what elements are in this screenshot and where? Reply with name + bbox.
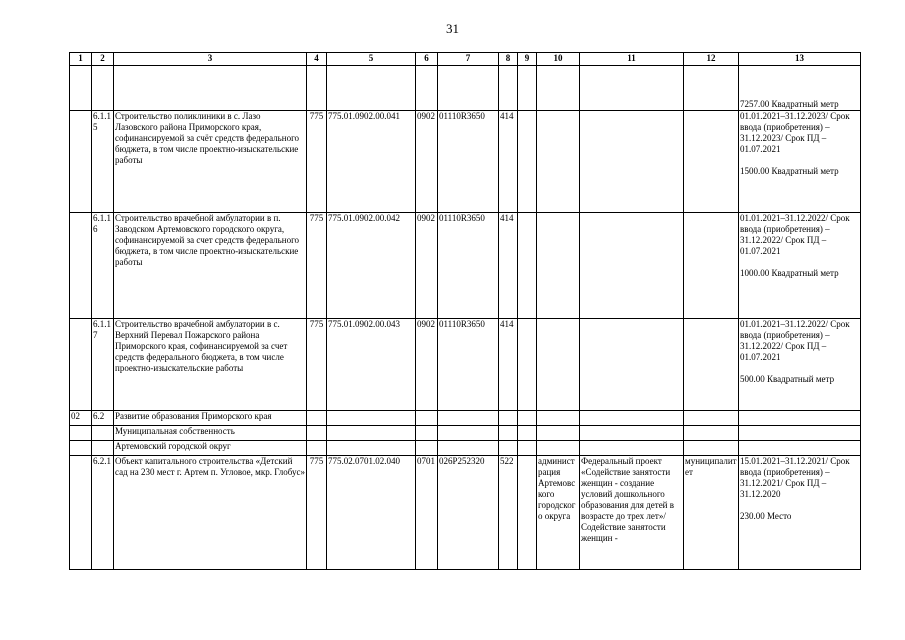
cell-col-12 bbox=[684, 441, 739, 456]
cell-col-4 bbox=[307, 66, 327, 111]
column-header: 1 bbox=[70, 53, 92, 66]
cell-col-13 bbox=[739, 66, 861, 111]
term-text: 01.01.2021–31.12.2023/ Срок ввода (приобретения) – 31.12.2023/ Срок ПД – 01.07.2021 bbox=[740, 111, 850, 154]
table-row bbox=[70, 111, 861, 213]
cell-col-3 bbox=[114, 66, 307, 111]
cell-col-8 bbox=[499, 426, 518, 441]
cell-col-11 bbox=[580, 426, 684, 441]
cell-col-11 bbox=[580, 66, 684, 111]
cell-col-12 bbox=[684, 213, 739, 319]
cell-col-2: 6.1.15 bbox=[92, 111, 114, 213]
cell-col-11 bbox=[580, 213, 684, 319]
cell-col-6 bbox=[416, 411, 438, 426]
cell-col-9 bbox=[518, 426, 537, 441]
cell-col-4 bbox=[307, 441, 327, 456]
cell-col-7: 026P252320 bbox=[438, 456, 499, 570]
cell-col-4: 775 bbox=[307, 111, 327, 213]
table-row bbox=[70, 66, 861, 111]
column-header: 12 bbox=[684, 53, 739, 66]
cell-col-7: 01110R3650 bbox=[438, 319, 499, 411]
cell-col-4: 775 bbox=[307, 319, 327, 411]
cell-col-3: Объект капитального строительства «Детский сад на 230 мест г. Артем п. Угловое, мкр. Глобус» bbox=[114, 456, 307, 570]
cell-col-8 bbox=[499, 411, 518, 426]
cell-col-2 bbox=[92, 426, 114, 441]
cell-col-10 bbox=[537, 213, 580, 319]
cell-col-12 bbox=[684, 66, 739, 111]
cell-col-5: 775.01.0902.00.043 bbox=[327, 319, 416, 411]
cell-col-9 bbox=[518, 213, 537, 319]
cell-col-6 bbox=[416, 66, 438, 111]
cell-col-9 bbox=[518, 66, 537, 111]
cell-col-3: Муниципальная собственность bbox=[114, 426, 307, 441]
cell-col-3: Строительство врачебной амбулатории в с. Верхний Перевал Пожарского района Приморского края, софинансируемой за счет средств федерального бюджета, в том числе проектно-изыскательские работы bbox=[114, 319, 307, 411]
cell-col-7 bbox=[438, 426, 499, 441]
cell-col-13 bbox=[739, 411, 861, 426]
cell-col-9 bbox=[518, 411, 537, 426]
cell-col-1: 02 bbox=[70, 411, 92, 426]
cell-col-4 bbox=[307, 426, 327, 441]
cell-col-6 bbox=[416, 426, 438, 441]
table-header-row bbox=[70, 53, 861, 66]
cell-col-4: 775 bbox=[307, 456, 327, 570]
cell-col-2: 6.2 bbox=[92, 411, 114, 426]
cell-col-1 bbox=[70, 111, 92, 213]
cell-col-6: 0902 bbox=[416, 111, 438, 213]
cell-col-1 bbox=[70, 441, 92, 456]
cell-col-12 bbox=[684, 426, 739, 441]
cell-col-6: 0701 bbox=[416, 456, 438, 570]
column-header: 5 bbox=[327, 53, 416, 66]
cell-col-2: 6.2.1 bbox=[92, 456, 114, 570]
column-header: 7 bbox=[438, 53, 499, 66]
term-text: 01.01.2021–31.12.2022/ Срок ввода (приобретения) – 31.12.2022/ Срок ПД – 01.07.2021 bbox=[740, 213, 850, 256]
column-header: 2 bbox=[92, 53, 114, 66]
cell-col-5: 775.02.0701.02.040 bbox=[327, 456, 416, 570]
term-text: 15.01.2021–31.12.2021/ Срок ввода (приобретения) – 31.12.2021/ Срок ПД – 31.12.2020 bbox=[740, 456, 850, 499]
capacity-text: 1500.00 Квадратный метр bbox=[740, 166, 839, 176]
cell-col-9 bbox=[518, 111, 537, 213]
table-row bbox=[70, 411, 861, 426]
table-row bbox=[70, 426, 861, 441]
cell-col-13 bbox=[739, 456, 861, 570]
cell-col-8 bbox=[499, 441, 518, 456]
cell-col-12 bbox=[684, 319, 739, 411]
cell-col-7 bbox=[438, 411, 499, 426]
cell-col-12: муниципалитет bbox=[684, 456, 739, 570]
cell-col-7: 01110R3650 bbox=[438, 213, 499, 319]
capacity-text: 1000.00 Квадратный метр bbox=[740, 268, 839, 278]
cell-col-11 bbox=[580, 411, 684, 426]
cell-col-5 bbox=[327, 426, 416, 441]
cell-col-5 bbox=[327, 441, 416, 456]
cell-col-10 bbox=[537, 111, 580, 213]
cell-col-6: 0902 bbox=[416, 213, 438, 319]
cell-col-11: Федеральный проект «Содействие занятости женщин - создание условий дошкольного образования для детей в возрасте до трех лет»/Содействие занятости женщин - bbox=[580, 456, 684, 570]
cell-col-1 bbox=[70, 213, 92, 319]
cell-col-6: 0902 bbox=[416, 319, 438, 411]
program-table bbox=[69, 52, 861, 570]
cell-col-10 bbox=[537, 66, 580, 111]
cell-col-3: Строительство врачебной амбулатории в п. Заводском Артемовского городского округа, софинансируемой за счет средств федерального бюджета, в том числе проектно-изыскательские работы bbox=[114, 213, 307, 319]
cell-col-12 bbox=[684, 411, 739, 426]
cell-col-8: 414 bbox=[499, 111, 518, 213]
cell-col-8 bbox=[499, 66, 518, 111]
cell-col-10 bbox=[537, 319, 580, 411]
cell-col-3: Артемовский городской округ bbox=[114, 441, 307, 456]
cell-col-11 bbox=[580, 441, 684, 456]
cell-col-11 bbox=[580, 111, 684, 213]
column-header: 3 bbox=[114, 53, 307, 66]
cell-col-9 bbox=[518, 456, 537, 570]
cell-col-1 bbox=[70, 456, 92, 570]
cell-col-2 bbox=[92, 66, 114, 111]
cell-col-13 bbox=[739, 213, 861, 319]
cell-col-1 bbox=[70, 319, 92, 411]
column-header: 8 bbox=[499, 53, 518, 66]
column-header: 13 bbox=[739, 53, 861, 66]
cell-col-10 bbox=[537, 426, 580, 441]
cell-col-1 bbox=[70, 66, 92, 111]
cell-col-7 bbox=[438, 441, 499, 456]
column-header: 4 bbox=[307, 53, 327, 66]
cell-col-2: 6.1.17 bbox=[92, 319, 114, 411]
cell-col-7 bbox=[438, 66, 499, 111]
cell-col-9 bbox=[518, 319, 537, 411]
term-text: 01.01.2021–31.12.2022/ Срок ввода (приобретения) – 31.12.2022/ Срок ПД – 01.07.2021 bbox=[740, 319, 850, 362]
cell-col-7: 01110R3650 bbox=[438, 111, 499, 213]
cell-col-5: 775.01.0902.00.041 bbox=[327, 111, 416, 213]
column-header: 6 bbox=[416, 53, 438, 66]
cell-col-8: 522 bbox=[499, 456, 518, 570]
cell-col-13 bbox=[739, 441, 861, 456]
column-header: 9 bbox=[518, 53, 537, 66]
cell-col-10: администрация Артемовского городского округа bbox=[537, 456, 580, 570]
table-row bbox=[70, 441, 861, 456]
cell-col-11 bbox=[580, 319, 684, 411]
capacity-text: 500.00 Квадратный метр bbox=[740, 374, 835, 384]
cell-col-13 bbox=[739, 319, 861, 411]
capacity-text: 7257.00 Квадратный метр bbox=[740, 99, 839, 109]
cell-col-4 bbox=[307, 411, 327, 426]
cell-col-2: 6.1.16 bbox=[92, 213, 114, 319]
cell-col-4: 775 bbox=[307, 213, 327, 319]
capacity-text: 230.00 Место bbox=[740, 511, 792, 521]
cell-col-6 bbox=[416, 441, 438, 456]
table-row bbox=[70, 319, 861, 411]
page-number: 31 bbox=[446, 21, 459, 36]
cell-col-10 bbox=[537, 441, 580, 456]
cell-col-13 bbox=[739, 111, 861, 213]
column-header: 10 bbox=[537, 53, 580, 66]
cell-col-5: 775.01.0902.00.042 bbox=[327, 213, 416, 319]
column-header: 11 bbox=[580, 53, 684, 66]
table-row bbox=[70, 456, 861, 570]
cell-col-3: Развитие образования Приморского края bbox=[114, 411, 307, 426]
cell-col-3: Строительство поликлиники в с. Лазо Лазовского района Приморского края, софинансируемой за счёт средств федерального бюджета, в том числе проектно-изыскательские работы bbox=[114, 111, 307, 213]
cell-col-5 bbox=[327, 411, 416, 426]
cell-col-8: 414 bbox=[499, 319, 518, 411]
cell-col-1 bbox=[70, 426, 92, 441]
cell-col-5 bbox=[327, 66, 416, 111]
cell-col-2 bbox=[92, 441, 114, 456]
cell-col-13 bbox=[739, 426, 861, 441]
cell-col-8: 414 bbox=[499, 213, 518, 319]
cell-col-10 bbox=[537, 411, 580, 426]
cell-col-9 bbox=[518, 441, 537, 456]
table-row bbox=[70, 213, 861, 319]
cell-col-12 bbox=[684, 111, 739, 213]
